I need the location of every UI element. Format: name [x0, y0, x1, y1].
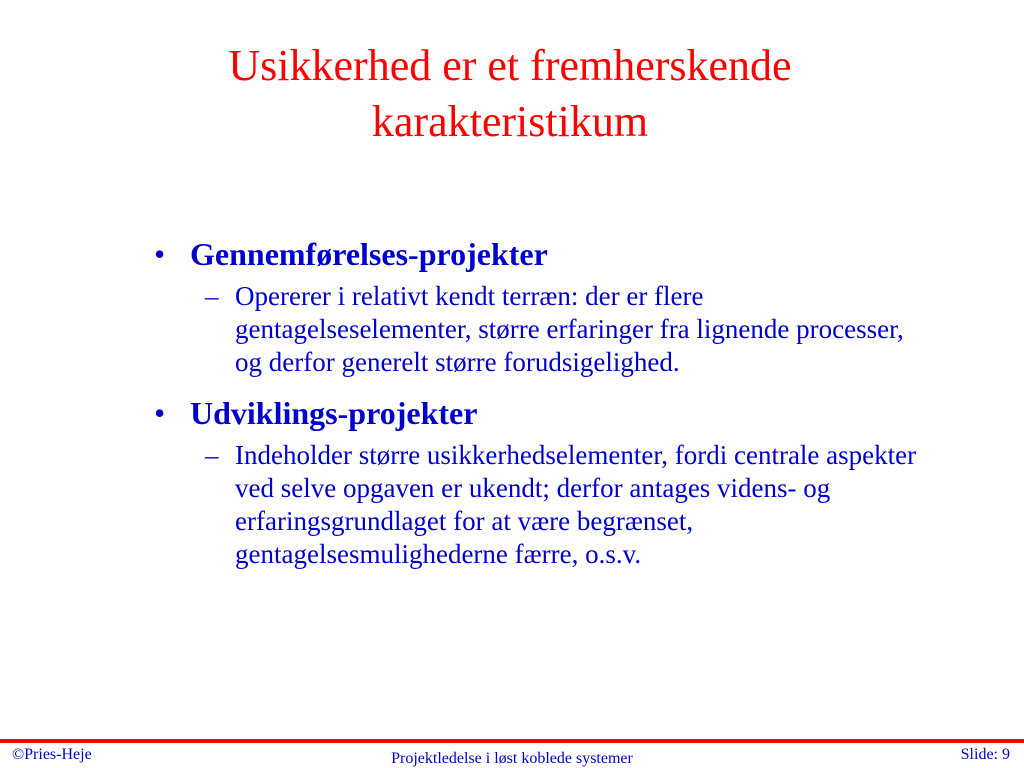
bullet-marker: • — [154, 236, 166, 272]
bullet-text: Udviklings-projekter — [190, 395, 478, 431]
footer-slide-number: Slide: 9 — [960, 746, 1010, 763]
footer-divider — [0, 739, 1024, 743]
slide-title: Usikkerhed er et fremherskende karakteristikum — [228, 41, 792, 146]
sub-bullet-text: Opererer i relativt kendt terræn: der er flere gentagelseselementer, større erfaringer fra lignende processer, og derfor generelt større forudsigelighed. — [235, 281, 904, 377]
sub-bullet-item-2 — [150, 439, 935, 571]
bullet-item-2 — [150, 391, 950, 435]
sub-bullet-text: Indeholder større usikkerhedselementer, fordi centrale aspekter ved selve opgaven er ukendt; derfor antages videns- og erfaringsgrundlaget for at være begrænset, gentagelsesmulighederne færre, o.s.v. — [235, 440, 917, 569]
bullet-marker: • — [154, 395, 166, 431]
bullet-text: Gennemførelses-projekter — [190, 236, 548, 272]
sub-bullet-marker: – — [205, 440, 219, 470]
bullet-item-1 — [150, 232, 950, 276]
slide-body — [150, 232, 950, 583]
sub-bullet-item-1 — [150, 280, 935, 379]
footer-copyright: ©Pries-Heje — [12, 746, 92, 763]
footer-course-title: Projektledelse i løst koblede systemer — [391, 750, 633, 767]
sub-bullet-marker: – — [205, 281, 219, 311]
